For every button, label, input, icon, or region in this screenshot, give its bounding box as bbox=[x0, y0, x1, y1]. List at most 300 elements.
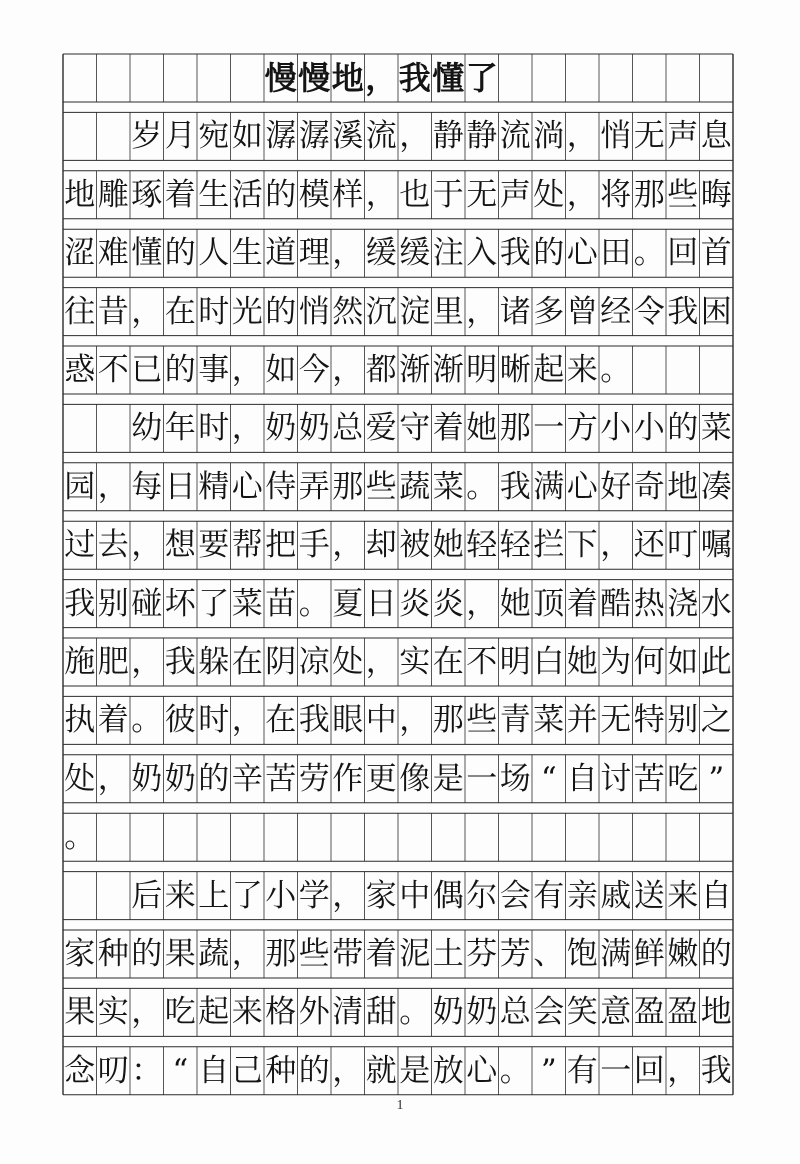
text-char: ， bbox=[399, 118, 431, 155]
text-char: 之 bbox=[700, 702, 732, 739]
text-char: 亲 bbox=[566, 877, 598, 914]
text-char: 彼 bbox=[164, 702, 196, 739]
text-char: 我 bbox=[499, 235, 531, 272]
text-char: 来 bbox=[231, 994, 263, 1031]
text-char: 炎 bbox=[399, 585, 431, 622]
text-char: ， bbox=[365, 644, 397, 680]
text-char: 那 bbox=[332, 468, 364, 505]
text-char: 了 bbox=[198, 585, 230, 622]
text-char: 此 bbox=[700, 644, 732, 680]
text-char: 是 bbox=[399, 1052, 431, 1089]
text-char: 不 bbox=[466, 644, 498, 680]
text-char: ， bbox=[600, 527, 632, 564]
title-char: 了 bbox=[465, 59, 498, 97]
text-char: 的 bbox=[164, 352, 196, 388]
text-char: 饱 bbox=[566, 936, 598, 972]
text-char: 些 bbox=[365, 468, 397, 505]
text-char: 回 bbox=[633, 1052, 665, 1089]
text-char: 都 bbox=[365, 352, 397, 388]
text-char: ， bbox=[332, 1052, 364, 1089]
text-char: ， bbox=[566, 118, 598, 155]
text-char: 轻 bbox=[499, 527, 531, 564]
text-char: 在 bbox=[432, 644, 464, 680]
text-char: ， bbox=[466, 293, 498, 330]
text-char: 却 bbox=[365, 527, 397, 564]
text-char: ， bbox=[131, 527, 163, 564]
text-char: 宛 bbox=[198, 118, 230, 155]
text-char: 有 bbox=[533, 877, 565, 914]
text-char: ， bbox=[231, 936, 263, 972]
text-char: 辛 bbox=[231, 760, 263, 797]
text-char: 奶 bbox=[164, 760, 196, 797]
text-char: 碰 bbox=[131, 585, 163, 622]
text-char: 日 bbox=[365, 585, 397, 622]
text-char: 为 bbox=[600, 644, 632, 680]
text-char: 处 bbox=[64, 760, 96, 797]
text-char: 有 bbox=[566, 1052, 598, 1089]
text-char: 处 bbox=[332, 644, 364, 680]
text-char: 理 bbox=[298, 235, 330, 272]
text-char: 青 bbox=[499, 702, 531, 739]
text-char: 然 bbox=[332, 293, 364, 330]
text-char: 格 bbox=[265, 994, 297, 1031]
text-char: 精 bbox=[198, 468, 230, 505]
text-char: 躲 bbox=[198, 644, 230, 680]
text-char: 的 bbox=[667, 410, 699, 447]
text-char: 我 bbox=[164, 644, 196, 680]
text-char: 幼 bbox=[131, 410, 163, 447]
text-char: 甜 bbox=[365, 994, 397, 1031]
text-char: 地 bbox=[667, 468, 699, 505]
text-char: 要 bbox=[198, 527, 230, 564]
text-char: 起 bbox=[533, 352, 565, 388]
text-char: 带 bbox=[332, 936, 364, 972]
text-char: 息 bbox=[700, 118, 732, 155]
text-char: 来 bbox=[566, 352, 598, 388]
text-char: 潺 bbox=[265, 118, 297, 155]
text-char: 里 bbox=[432, 293, 464, 330]
text-char: 奶 bbox=[298, 410, 330, 447]
text-char: 执 bbox=[64, 702, 96, 739]
text-char: 声 bbox=[499, 176, 531, 213]
text-char: 地 bbox=[64, 176, 96, 213]
text-char: 轻 bbox=[466, 527, 498, 564]
text-char: 实 bbox=[97, 994, 129, 1031]
text-char: 生 bbox=[198, 176, 230, 213]
text-char: 夏 bbox=[332, 585, 364, 622]
text-char: 侍 bbox=[265, 468, 297, 505]
text-char: 。 bbox=[466, 468, 498, 505]
text-char: 总 bbox=[332, 410, 364, 447]
text-char: 想 bbox=[164, 527, 196, 564]
text-char: 注 bbox=[432, 235, 464, 272]
text-char: ， bbox=[332, 527, 364, 564]
text-char: 岁 bbox=[131, 118, 163, 155]
text-char: 何 bbox=[633, 644, 665, 680]
text-char: 阴 bbox=[265, 644, 297, 680]
text-char: 雕 bbox=[97, 176, 129, 213]
text-char: 。 bbox=[399, 994, 431, 1031]
text-char: 叨 bbox=[97, 1052, 129, 1089]
text-char: 作 bbox=[332, 760, 364, 797]
text-char: 苦 bbox=[633, 760, 665, 797]
text-char: 心 bbox=[231, 468, 263, 505]
text-char: 奶 bbox=[131, 760, 163, 797]
text-char: 嘱 bbox=[700, 527, 732, 564]
text-char: 静 bbox=[432, 118, 464, 155]
text-char: 方 bbox=[566, 410, 598, 447]
text-char: 心 bbox=[566, 468, 598, 505]
text-char: 菜 bbox=[700, 410, 732, 447]
text-char: 模 bbox=[298, 176, 330, 213]
text-char: 时 bbox=[198, 410, 230, 447]
text-char: ， bbox=[131, 644, 163, 680]
text-char: 晰 bbox=[499, 352, 531, 388]
text-char: 偶 bbox=[432, 877, 464, 914]
text-char: 小 bbox=[600, 410, 632, 447]
text-char: 无 bbox=[466, 176, 498, 213]
text-char: 今 bbox=[298, 352, 330, 388]
text-char: 泥 bbox=[399, 936, 431, 972]
text-char: 会 bbox=[499, 877, 531, 914]
text-char: 回 bbox=[667, 235, 699, 272]
text-char: ， bbox=[566, 176, 598, 213]
text-char: 白 bbox=[533, 644, 565, 680]
text-char: 的 bbox=[265, 293, 297, 330]
text-char: 苦 bbox=[265, 760, 297, 797]
text-char: 她 bbox=[566, 644, 598, 680]
text-char: 种 bbox=[265, 1052, 297, 1089]
text-char: 家 bbox=[365, 877, 397, 914]
text-char: 心 bbox=[466, 1052, 498, 1089]
text-char: 小 bbox=[633, 410, 665, 447]
text-char: 些 bbox=[298, 936, 330, 972]
text-char: 被 bbox=[399, 527, 431, 564]
text-char: 缓 bbox=[365, 235, 397, 272]
title-char: 懂 bbox=[432, 59, 465, 97]
text-char: 手 bbox=[298, 527, 330, 564]
text-char: ， bbox=[131, 293, 163, 330]
text-char: 盈 bbox=[667, 994, 699, 1031]
text-char: 自 bbox=[566, 760, 598, 797]
text-char: 的 bbox=[533, 235, 565, 272]
text-char: 。 bbox=[298, 585, 330, 622]
text-char: 凑 bbox=[700, 468, 732, 505]
text-char: 她 bbox=[499, 585, 531, 622]
text-char: 明 bbox=[499, 644, 531, 680]
text-char: 下 bbox=[566, 527, 598, 564]
text-char: 在 bbox=[265, 702, 297, 739]
text-char: 上 bbox=[198, 877, 230, 914]
text-char: 沉 bbox=[365, 293, 397, 330]
text-char: 流 bbox=[499, 118, 531, 155]
text-char: 盈 bbox=[633, 994, 665, 1031]
text-char: 自 bbox=[198, 1052, 230, 1089]
text-char: 我 bbox=[667, 293, 699, 330]
text-char: 特 bbox=[633, 702, 665, 739]
text-char: 不 bbox=[97, 352, 129, 388]
text-char: 讨 bbox=[600, 760, 632, 797]
text-char: 些 bbox=[466, 702, 498, 739]
title-char: 我 bbox=[398, 59, 431, 97]
text-char: ， bbox=[365, 176, 397, 213]
text-char: 时 bbox=[198, 293, 230, 330]
text-char: 爱 bbox=[365, 410, 397, 447]
text-char: 淀 bbox=[399, 293, 431, 330]
text-char: 。 bbox=[64, 819, 96, 856]
text-char: 样 bbox=[332, 176, 364, 213]
text-char: 着 bbox=[432, 410, 464, 447]
text-char: 我 bbox=[499, 468, 531, 505]
text-char: 弄 bbox=[298, 468, 330, 505]
text-char: 总 bbox=[499, 994, 531, 1031]
text-char: ， bbox=[231, 410, 263, 447]
text-char: 把 bbox=[265, 527, 297, 564]
text-char: 园 bbox=[64, 468, 96, 505]
text-char: 我 bbox=[298, 702, 330, 739]
text-char: 无 bbox=[600, 702, 632, 739]
text-char: 中 bbox=[399, 877, 431, 914]
text-char: 凉 bbox=[298, 644, 330, 680]
text-char: 就 bbox=[365, 1052, 397, 1089]
text-char: 令 bbox=[633, 293, 665, 330]
text-char: 潺 bbox=[298, 118, 330, 155]
text-char: 事 bbox=[198, 352, 230, 388]
text-char: “ bbox=[540, 760, 557, 797]
text-char: 流 bbox=[365, 118, 397, 155]
text-char: 悄 bbox=[600, 118, 632, 155]
text-char: 去 bbox=[97, 527, 129, 564]
text-char: 日 bbox=[164, 468, 196, 505]
text-char: 守 bbox=[399, 410, 431, 447]
text-char: 热 bbox=[633, 585, 665, 622]
text-char: ： bbox=[131, 1052, 163, 1089]
text-char: 时 bbox=[198, 702, 230, 739]
text-char: 人 bbox=[198, 235, 230, 272]
text-char: 声 bbox=[667, 118, 699, 155]
title-char: 慢 bbox=[264, 59, 297, 97]
text-char: 意 bbox=[600, 994, 632, 1031]
text-char: 眼 bbox=[332, 702, 364, 739]
text-char: 好 bbox=[600, 468, 632, 505]
text-char: 一 bbox=[533, 410, 565, 447]
text-char: 别 bbox=[667, 702, 699, 739]
text-char: 光 bbox=[231, 293, 263, 330]
text-char: 地 bbox=[700, 994, 732, 1031]
text-char: 田 bbox=[600, 235, 632, 272]
text-char: 无 bbox=[633, 118, 665, 155]
text-char: 尔 bbox=[466, 877, 498, 914]
text-char: 场 bbox=[499, 760, 531, 797]
text-char: 渐 bbox=[399, 352, 431, 388]
text-char: 的 bbox=[700, 936, 732, 972]
text-char: 心 bbox=[566, 235, 598, 272]
text-char: ， bbox=[466, 585, 498, 622]
text-char: 的 bbox=[164, 235, 196, 272]
text-char: 奶 bbox=[265, 410, 297, 447]
text-char: 学 bbox=[298, 877, 330, 914]
text-char: 渐 bbox=[432, 352, 464, 388]
text-char: 菜 bbox=[432, 468, 464, 505]
text-char: 着 bbox=[97, 702, 129, 739]
text-char: 每 bbox=[131, 468, 163, 505]
text-char: 晦 bbox=[700, 176, 732, 213]
text-char: 明 bbox=[466, 352, 498, 388]
text-char: ， bbox=[399, 702, 431, 739]
title-char: 地 bbox=[331, 59, 364, 97]
text-char: 芬 bbox=[466, 936, 498, 972]
text-char: 一 bbox=[466, 760, 498, 797]
text-char: 、 bbox=[533, 936, 565, 972]
text-char: 静 bbox=[466, 118, 498, 155]
text-char: 酷 bbox=[600, 585, 632, 622]
text-char: 缓 bbox=[399, 235, 431, 272]
text-char: 像 bbox=[399, 760, 431, 797]
text-char: 溪 bbox=[332, 118, 364, 155]
text-char: 如 bbox=[231, 118, 263, 155]
text-char: 施 bbox=[64, 644, 96, 680]
text-char: 并 bbox=[566, 702, 598, 739]
text-char: 会 bbox=[533, 994, 565, 1031]
text-char: 吃 bbox=[164, 994, 196, 1031]
text-char: ， bbox=[97, 468, 129, 505]
text-char: 吃 bbox=[667, 760, 699, 797]
text-char: 难 bbox=[97, 235, 129, 272]
text-char: 送 bbox=[633, 877, 665, 914]
text-char: 已 bbox=[131, 352, 163, 388]
text-char: 。 bbox=[499, 1052, 531, 1089]
text-char: 劳 bbox=[298, 760, 330, 797]
text-char: 往 bbox=[64, 293, 96, 330]
text-char: 菜 bbox=[533, 702, 565, 739]
text-char: 叮 bbox=[667, 527, 699, 564]
text-char: ， bbox=[131, 994, 163, 1031]
text-char: 入 bbox=[466, 235, 498, 272]
text-char: 处 bbox=[533, 176, 565, 213]
text-char: 嫩 bbox=[667, 936, 699, 972]
text-char: 些 bbox=[667, 176, 699, 213]
text-char: 琢 bbox=[131, 176, 163, 213]
text-char: 过 bbox=[64, 527, 96, 564]
text-char: 曾 bbox=[566, 293, 598, 330]
text-char: 如 bbox=[667, 644, 699, 680]
text-char: 我 bbox=[700, 1052, 732, 1089]
title-char: ， bbox=[365, 59, 398, 97]
text-char: 多 bbox=[533, 293, 565, 330]
text-char: ， bbox=[231, 352, 263, 388]
text-char: 活 bbox=[231, 176, 263, 213]
text-char: 外 bbox=[298, 994, 330, 1031]
text-char: 月 bbox=[164, 118, 196, 155]
text-char: 我 bbox=[64, 585, 96, 622]
text-char: 是 bbox=[432, 760, 464, 797]
text-char: “ bbox=[172, 1052, 189, 1089]
text-char: 于 bbox=[432, 176, 464, 213]
text-char: 道 bbox=[265, 235, 297, 272]
text-char: 满 bbox=[600, 936, 632, 972]
text-char: 也 bbox=[399, 176, 431, 213]
text-char: 着 bbox=[164, 176, 196, 213]
text-char: 果 bbox=[164, 936, 196, 972]
text-char: 将 bbox=[600, 176, 632, 213]
page-number: 1 bbox=[396, 1098, 404, 1113]
text-char: 在 bbox=[231, 644, 263, 680]
text-char: 自 bbox=[700, 877, 732, 914]
text-char: 。 bbox=[633, 235, 665, 272]
text-char: 放 bbox=[432, 1052, 464, 1089]
text-char: 她 bbox=[466, 410, 498, 447]
text-char: 帮 bbox=[231, 527, 263, 564]
text-char: 还 bbox=[633, 527, 665, 564]
text-char: 小 bbox=[265, 877, 297, 914]
text-char: 水 bbox=[700, 585, 732, 622]
text-char: 起 bbox=[198, 994, 230, 1031]
text-char: 奶 bbox=[432, 994, 464, 1031]
text-char: 经 bbox=[600, 293, 632, 330]
text-char: 炎 bbox=[432, 585, 464, 622]
text-char: 后 bbox=[131, 877, 163, 914]
text-char: 那 bbox=[265, 936, 297, 972]
text-char: 悄 bbox=[298, 293, 330, 330]
text-char: 的 bbox=[198, 760, 230, 797]
text-char: 奶 bbox=[466, 994, 498, 1031]
text-char: 芳 bbox=[499, 936, 531, 972]
text-char: 。 bbox=[600, 352, 632, 388]
text-char: 笑 bbox=[566, 994, 598, 1031]
text-char: ， bbox=[332, 877, 364, 914]
text-char: 拦 bbox=[533, 527, 565, 564]
text-char: 中 bbox=[365, 702, 397, 739]
text-char: 淌 bbox=[533, 118, 565, 155]
text-char: 肥 bbox=[97, 644, 129, 680]
text-char: ， bbox=[231, 702, 263, 739]
text-char: 清 bbox=[332, 994, 364, 1031]
text-char: 懂 bbox=[131, 235, 163, 272]
text-char: 种 bbox=[97, 936, 129, 972]
text-char: 首 bbox=[700, 235, 732, 272]
text-char: 一 bbox=[600, 1052, 632, 1089]
text-char: 那 bbox=[499, 410, 531, 447]
text-char: 戚 bbox=[600, 877, 632, 914]
text-char: 那 bbox=[432, 702, 464, 739]
text-char: 实 bbox=[399, 644, 431, 680]
text-char: 蔬 bbox=[399, 468, 431, 505]
text-char: 昔 bbox=[97, 293, 129, 330]
text-char: 她 bbox=[432, 527, 464, 564]
text-char: 奇 bbox=[633, 468, 665, 505]
text-char: 困 bbox=[700, 293, 732, 330]
text-char: 浇 bbox=[667, 585, 699, 622]
text-char: 的 bbox=[265, 176, 297, 213]
text-char: 别 bbox=[97, 585, 129, 622]
text-char: ， bbox=[667, 1052, 699, 1089]
text-char: 的 bbox=[298, 1052, 330, 1089]
text-char: 来 bbox=[667, 877, 699, 914]
text-char: ， bbox=[332, 235, 364, 272]
text-char: 的 bbox=[131, 936, 163, 972]
text-char: 在 bbox=[164, 293, 196, 330]
text-char: 菜 bbox=[231, 585, 263, 622]
text-char: 了 bbox=[231, 877, 263, 914]
text-char: 满 bbox=[533, 468, 565, 505]
text-char: 坏 bbox=[164, 585, 196, 622]
text-char: ” bbox=[708, 760, 725, 797]
text-char: 惑 bbox=[64, 352, 96, 388]
text-char: 涩 bbox=[64, 235, 96, 272]
text-char: 如 bbox=[265, 352, 297, 388]
text-char: 年 bbox=[164, 410, 196, 447]
text-char: 土 bbox=[432, 936, 464, 972]
